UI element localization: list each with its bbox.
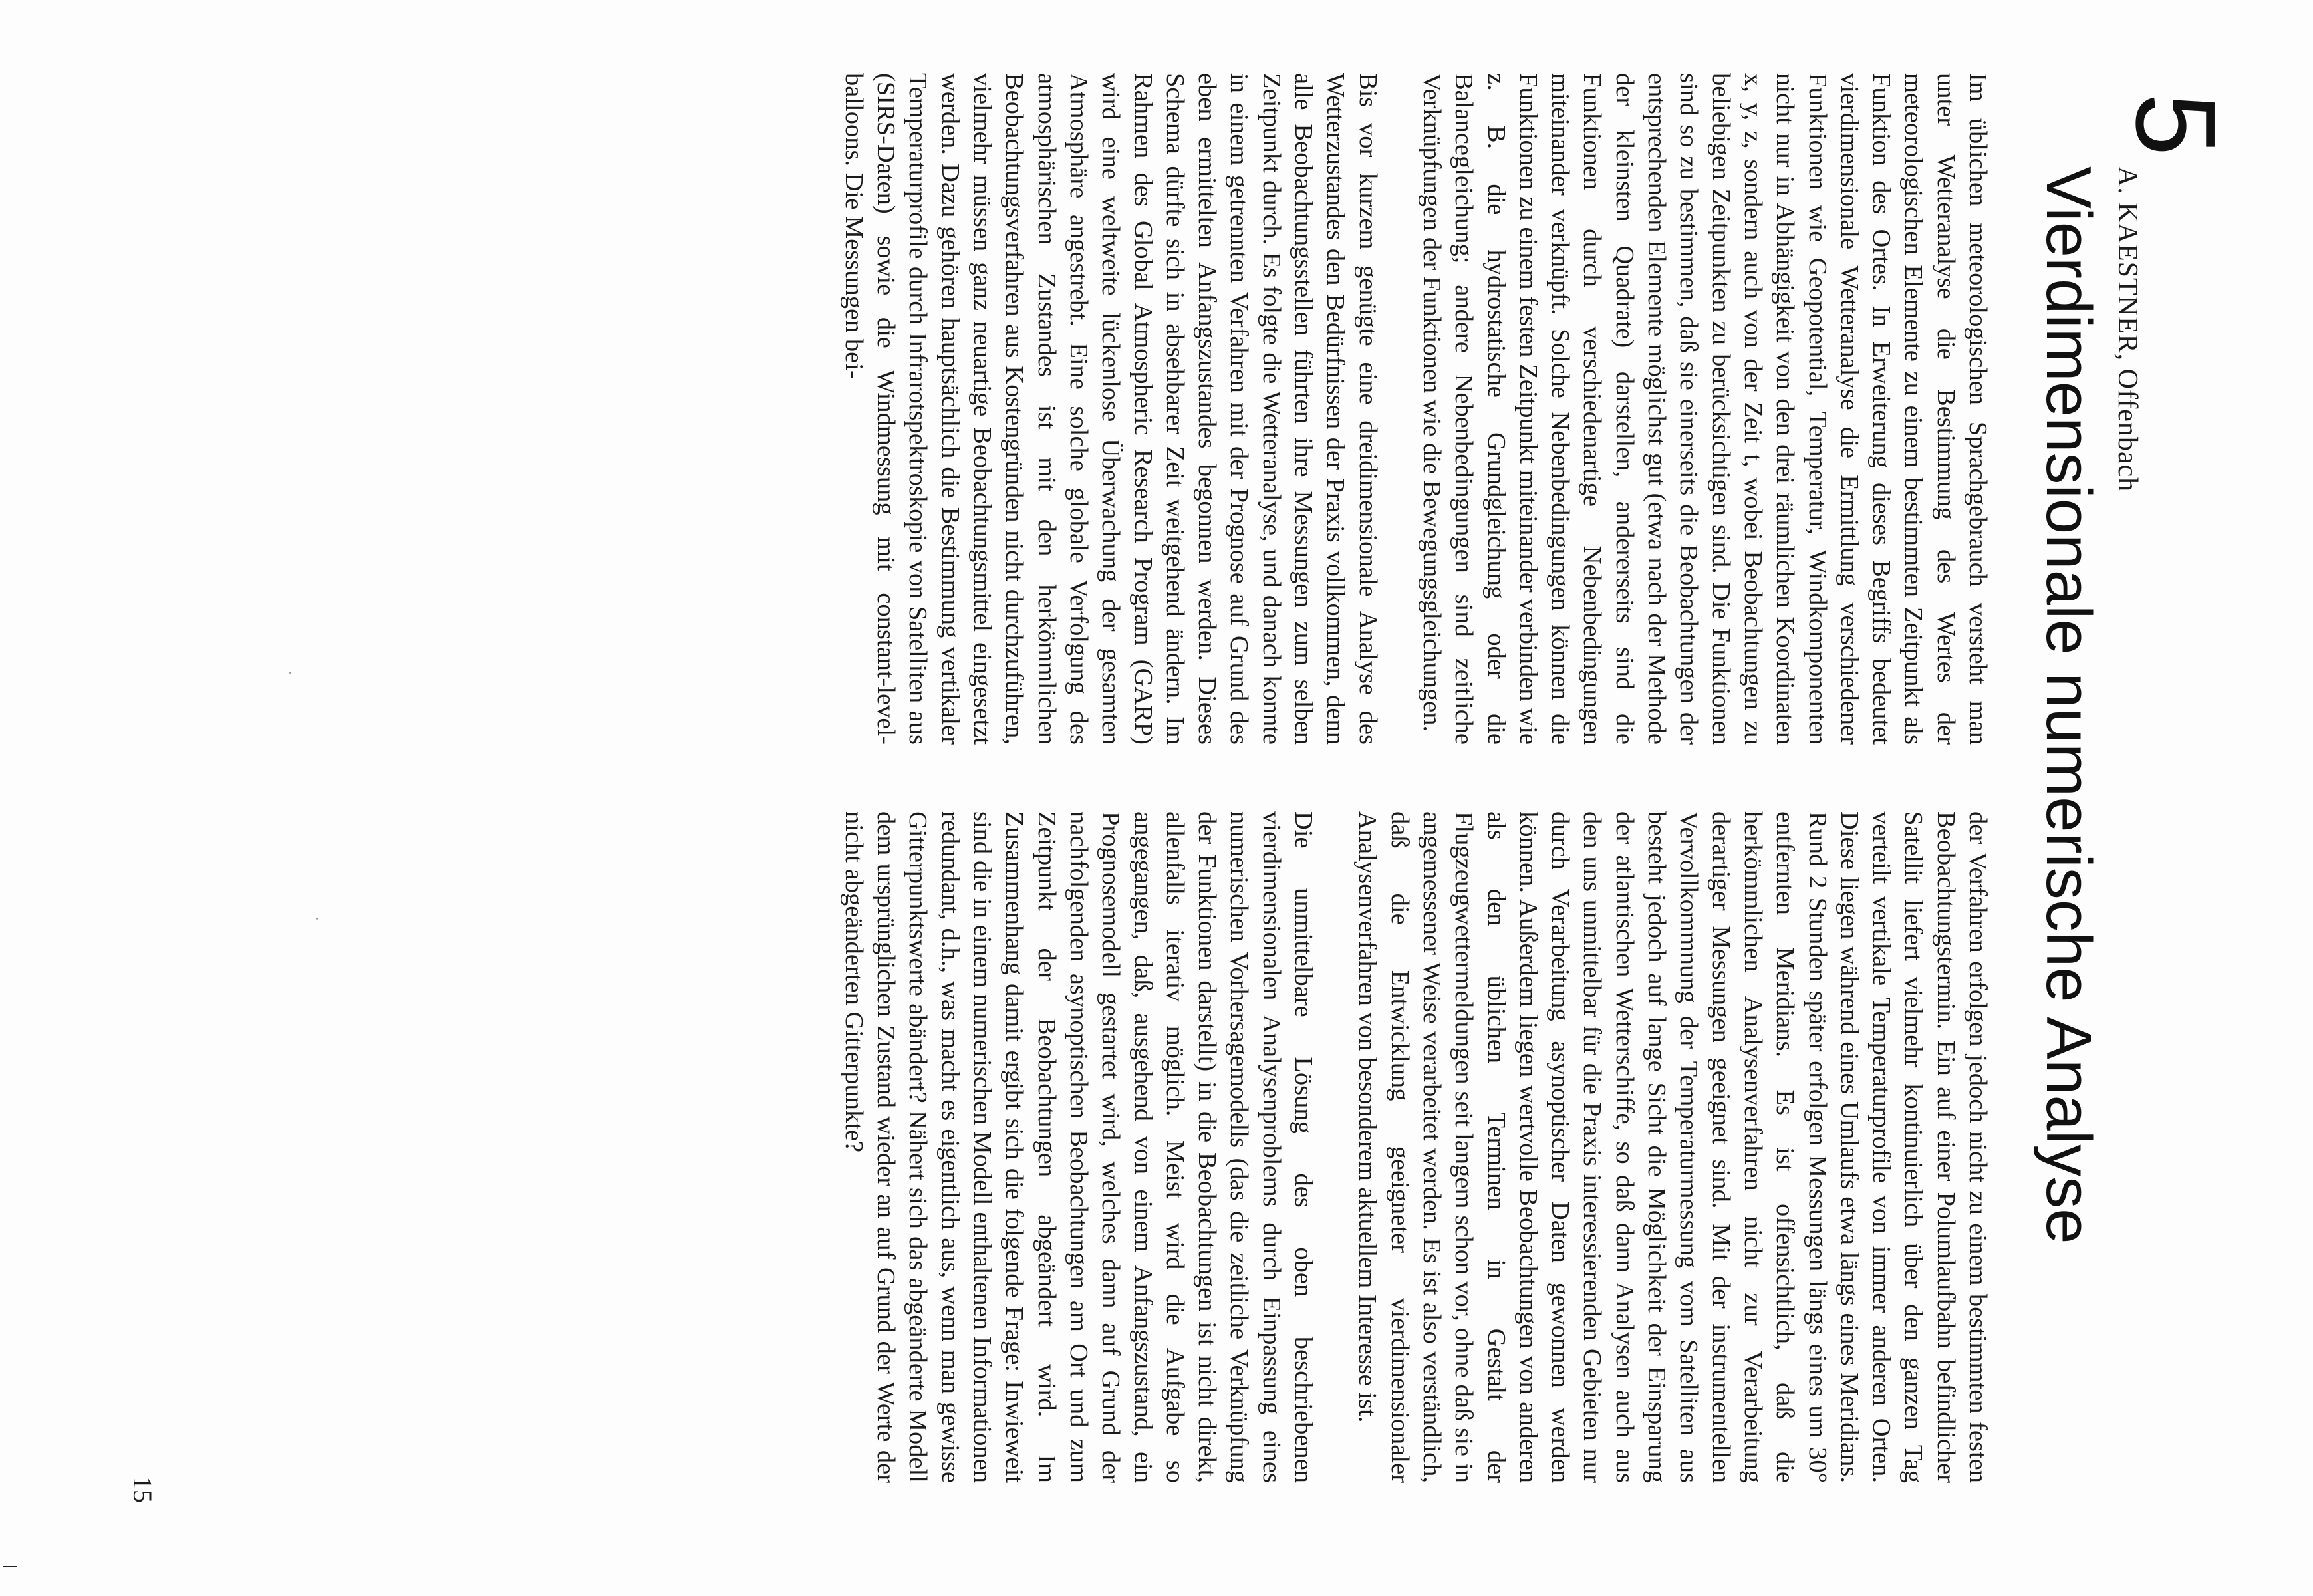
text-column-left	[838, 73, 1994, 745]
scan-speck	[316, 918, 318, 920]
chapter-number: 5	[2112, 93, 2239, 156]
scan-edge-mark	[3, 1566, 17, 1567]
page-number: 15	[128, 1476, 158, 1503]
scan-speck	[289, 672, 291, 674]
text-column-right	[838, 811, 1994, 1483]
paragraph: Im üblichen meteorologischen Sprachgebrauch versteht man unter Wetteranalyse die Bestimmung des Wertes der meteorologischen Elemente zu einem bestimmten Zeitpunkt als Funktion des Ortes. In Erweiterung dieses Begriffs bedeutet vierdimensionale Wetteranalyse die Ermittlung verschiedener Funktionen wie Geopotential, Temperatur, Windkomponenten nicht nur in Abhängigkeit von den drei räumlichen Koordinaten x, y, z, sondern auch von der Zeit t, wobei Beobachtungen zu beliebigen Zeitpunkten zu berücksichtigen sind. Die Funktionen sind so zu bestimmen, daß sie einerseits die Beobachtungen der entsprechenden Elemente möglichst gut (etwa nach der Methode der kleinsten Quadrate) darstellen, andererseits sind die Funktionen durch verschiedenartige Nebenbedingungen miteinander verknüpft. Solche Nebenbedingungen können die Funktionen zu einem festen Zeitpunkt miteinander verbinden wie z. B. die hydrostatische Grundgleichung oder die Balancegleichung; andere Nebenbedingungen sind zeitliche Verknüpfungen der Funktionen wie die Bewegungsgleichungen.	[1417, 73, 1992, 745]
paragraph: Die unmittelbare Lösung des oben beschriebenen vierdimensionalen Analysenproblems durch Einpassung eines numerischen Vorhersagemodells (das die zeitliche Verknüpfung der Funktionen darstellt) in die Beobachtungen ist nicht direkt, allenfalls iterativ möglich. Meist wird die Aufgabe so angegangen, daß, ausgehend von einem Anfangszustand, ein Prognosemodell gestartet wird, welches dann auf Grund der nachfolgenden asynoptischen Beobachtungen am Ort und zum Zeitpunkt der Beobachtungen abgeändert wird. Im Zusammenhang damit ergibt sich die folgende Frage: Inwieweit sind die in einem numerischen Modell enthaltenen Informationen redundant, d.h., was macht es eigentlich aus, wenn man gewisse Gitterpunktswerte abändert? Nähert sich das abgeänderte Modell dem ursprünglichen Zustand wieder an auf Grund der Werte der nicht abgeänderten Gitterpunkte?	[839, 811, 1318, 1483]
author-line: A. KAESTNER, Offenbach	[2112, 166, 2143, 493]
paragraph: der Verfahren erfolgen jedoch nicht zu einem bestimmten festen Beobachtungstermin. Ein auf einer Polumlaufbahn befindlicher Satellit liefert vielmehr kontinuierlich über den ganzen Tag verteilt vertikale Temperaturprofile von immer anderen Orten. Diese liegen während eines Umlaufs etwa längs eines Meridians. Rund 2 Stunden später erfolgen Messungen längs eines um 30° entfernten Meridians. Es ist offensichtlich, daß die herkömmlichen Analysenverfahren nicht zur Verarbeitung derartiger Messungen geeignet sind. Mit der instrumentellen Vervollkommnung der Temperaturmessung vom Satelliten aus besteht jedoch auf lange Sicht die Möglichkeit der Einsparung der atlantischen Wetterschiffe, so daß dann Analysen auch aus den uns unmittelbar für die Praxis interessierenden Gebieten nur durch Verarbeitung asynoptischer Daten gewonnen werden können. Außerdem liegen wertvolle Beobachtungen von anderen als den üblichen Terminen in Gestalt der Flugzeugwettermeldungen seit langem schon vor, ohne daß sie in angemessener Weise verarbeitet werden. Es ist also verständlich, daß die Entwicklung geeigneter vierdimensionaler Analysenverfahren von besonderem aktuellem Interesse ist.	[1353, 811, 1992, 1483]
article-title: Vierdimensionale numerische Analyse	[2033, 166, 2104, 1244]
paragraph: Bis vor kurzem genügte eine dreidimensionale Analyse des Wetterzustandes den Bedürfnissen der Praxis vollkommen, denn alle Beobachtungsstellen führten ihre Messungen zum selben Zeitpunkt durch. Es folgte die Wetteranalyse, und danach konnte in einem getrennten Verfahren mit der Prognose auf Grund des eben ermittelten Anfangszustandes begonnen werden. Dieses Schema dürfte sich in absehbarer Zeit weitgehend ändern. Im Rahmen des Global Atmospheric Research Program (GARP) wird eine weltweite lückenlose Überwachung der gesamten Atmosphäre angestrebt. Eine solche globale Verfolgung des atmosphärischen Zustandes ist mit den herkömmlichen Beobachtungsverfahren aus Kostengründen nicht durchzuführen, vielmehr müssen ganz neuartige Beobachtungsmittel eingesetzt werden. Dazu gehören hauptsächlich die Bestimmung vertikaler Temperaturprofile durch Infrarotspektroskopie von Satelliten aus (SIRS-Daten) sowie die Windmessung mit constant-level-balloons. Die Messungen bei-	[839, 73, 1382, 745]
